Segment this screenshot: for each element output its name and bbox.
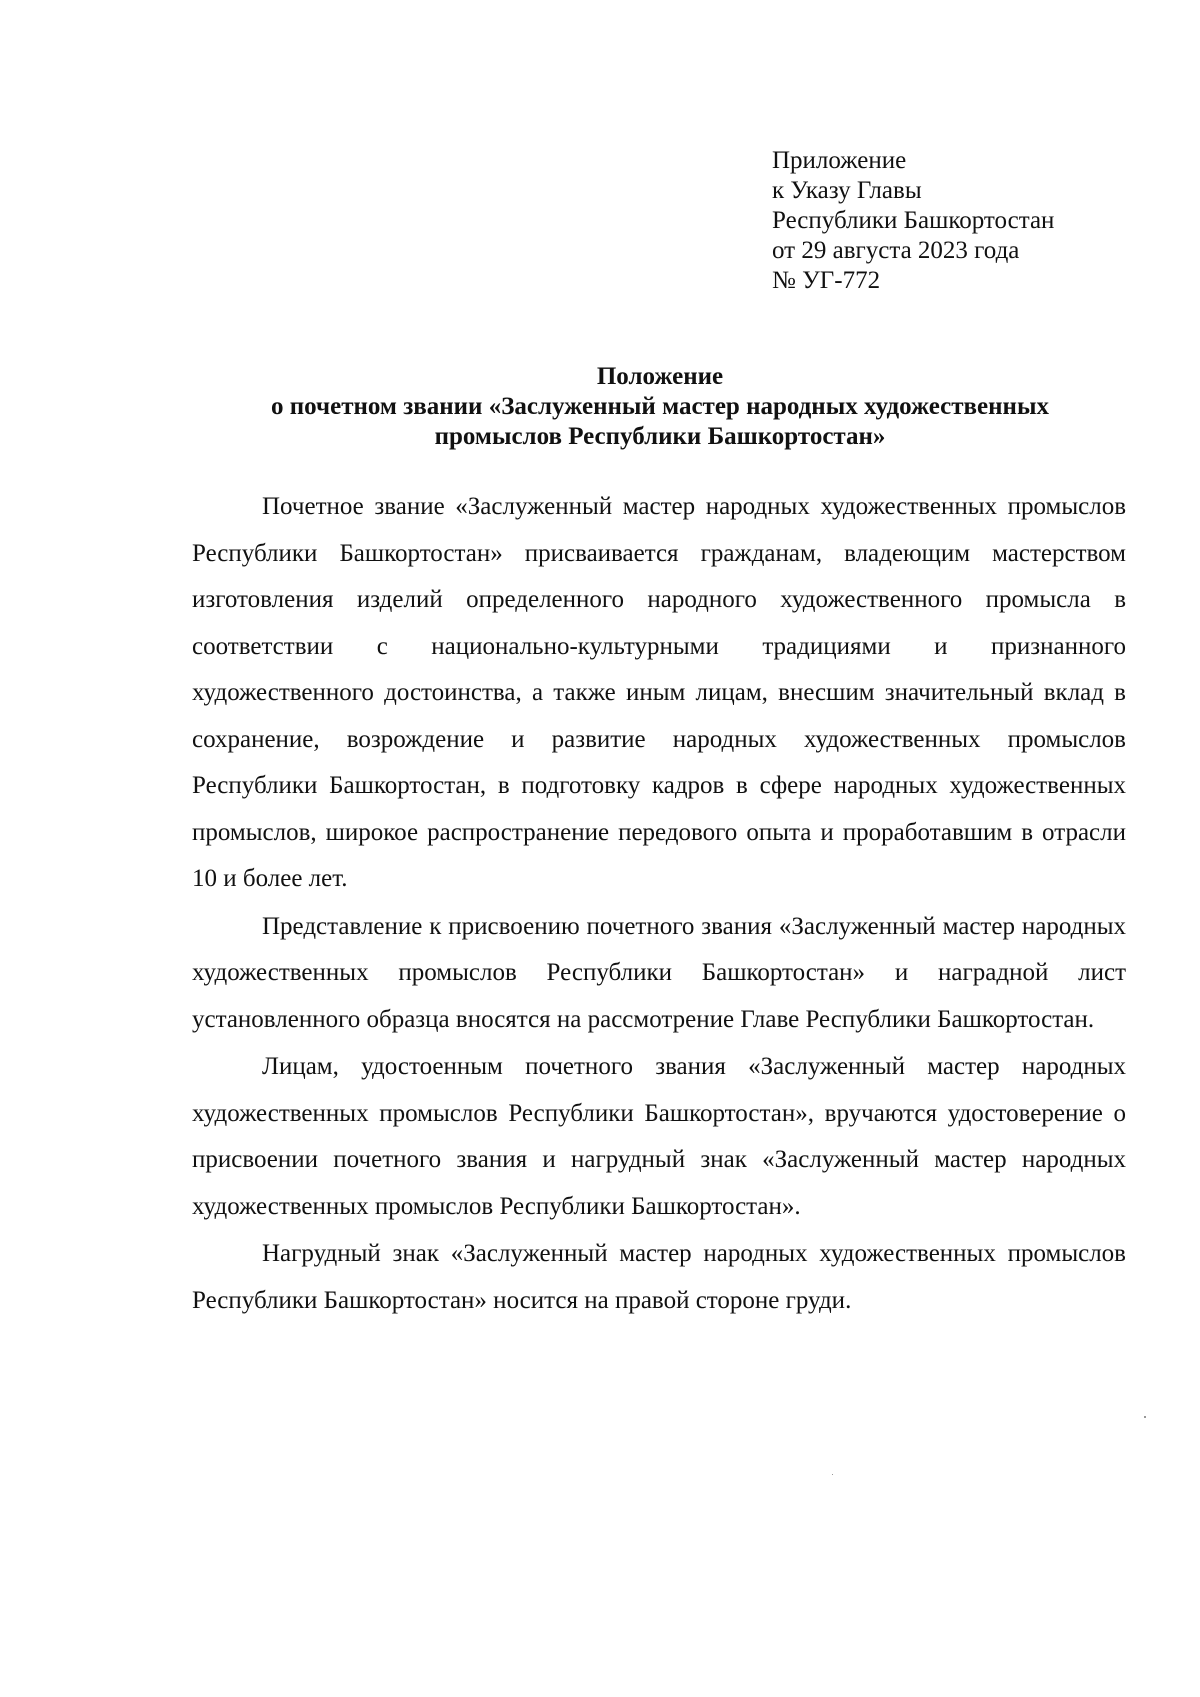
appendix-line: к Указу Главы: [772, 177, 922, 204]
appendix-line: Республики Башкортостан: [772, 207, 1055, 234]
appendix-line: Приложение: [772, 147, 907, 174]
appendix-date: от 29 августа 2023 года: [772, 237, 1020, 264]
body-paragraph: Нагрудный знак «Заслуженный мастер народных художественных промыслов Республики Башкортостан» носится на правой стороне груди.: [192, 1240, 1126, 1314]
scan-speck: [1144, 1416, 1146, 1418]
document-title: [190, 362, 1130, 452]
title-line: о почетном звании «Заслуженный мастер народных художественных: [271, 393, 1049, 420]
body-paragraph: Почетное звание «Заслуженный мастер народных художественных промыслов Республики Башкортостан» присваивается гражданам, владеющим мастерством изготовления изделий определенного народного художественного промысла в соответствии с национально-культурными традициями и признанного художественного достоинства, а также иным лицам, внесшим значительный вклад в сохранение, возрождение и развитие народных художественных промыслов Республики Башкортостан, в подготовку кадров в сфере народных художественных промыслов, широкое распространение передового опыта и проработавшим в отрасли 10 и более лет.: [192, 493, 1126, 892]
title-line: Положение: [596, 363, 724, 390]
title-line: промыслов Республики Башкортостан»: [434, 423, 886, 450]
appendix-number: № УГ-772: [772, 267, 881, 294]
body-paragraph: Представление к присвоению почетного звания «Заслуженный мастер народных художественных промыслов Республики Башкортостан» и наградной лист установленного образца вносятся на рассмотрение Главе Республики Башкортостан.: [192, 912, 1126, 1033]
appendix-reference: [772, 146, 1054, 296]
document-body: [192, 484, 1126, 1325]
body-paragraph: Лицам, удостоенным почетного звания «Заслуженный мастер народных художественных промыслов Республики Башкортостан», вручаются удостоверение о присвоении почетного звания и нагрудный знак «Заслуженный мастер народных художественных промыслов Республики Башкортостан».: [192, 1053, 1126, 1220]
scan-speck: [832, 1474, 833, 1475]
